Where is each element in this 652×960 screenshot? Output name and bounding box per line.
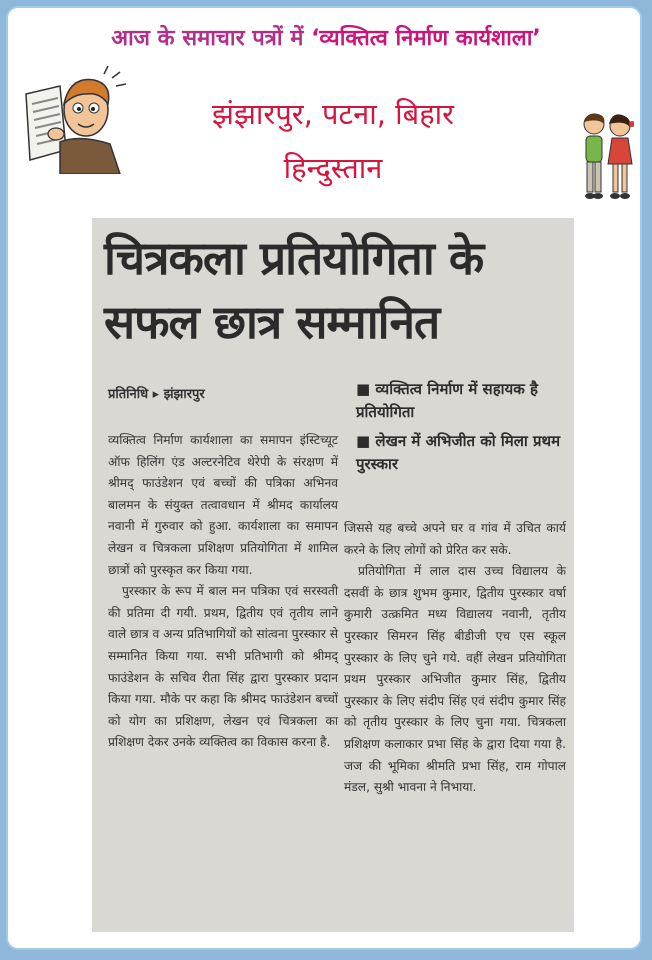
page-frame [6, 6, 642, 950]
location-title: झंझारपुर, पटना, बिहार [212, 97, 454, 131]
newspaper-reader-icon [20, 64, 130, 174]
children-icon [580, 110, 634, 206]
column-2-paragraph-1: जिससे यह बच्चे अपने घर व गांव में उचित कार्य करने के लिए लोगों को प्रेरित कर सके. [344, 521, 566, 557]
header-title [8, 22, 644, 52]
highlight-2: ■ लेखन में अभिजीत को मिला प्रथम पुरस्कार [356, 432, 561, 473]
highlight-1: ■ व्यक्तित्व निर्माण में सहायक है प्रतियोगिता [356, 380, 538, 421]
header-quoted-title: ‘व्यक्तित्व निर्माण कार्यशाला’ [311, 26, 541, 51]
newspaper-name: हिन्दुस्तान [283, 151, 383, 185]
article-column-1 [108, 430, 338, 754]
article-highlights [356, 378, 566, 482]
headline-line-2: सफल छात्र सम्मानित [104, 295, 440, 349]
column-1-paragraph-2: पुरस्कार के रूप में बाल मन पत्रिका एवं सरस्वती की प्रतिमा दी गयी. प्रथम, द्वितीय एवं तृतीय लाने वाले छात्र व अन्य प्रतिभागियों को सांत्वना पुरस्कार से सम्मानित किया गया. सभी प्रतिभागी को श्रीमद् फाउंडेशन के सचिव रीता सिंह द्वारा पुरस्कार प्रदान किया गया. मौके पर कहा कि श्रीमद फाउंडेशन बच्चों को योग का प्रशिक्षण, लेखन एवं चित्रकला का प्रशिक्षण देकर उनके व्यक्तित्व का विकास करना है. [108, 584, 338, 750]
headline-line-1: चित्रकला प्रतियोगिता के [104, 231, 484, 285]
column-1-paragraph-1: व्यक्तित्व निर्माण कार्यशाला का समापन इंस्टिच्यूट ऑफ हिलिंग एंड अल्टरनेटिव थेरेपी के संरक्षण में श्रीमद् फाउंडेशन एवं बच्चों की पत्रिका अभिनव बालमन के संयुक्त तत्वावधान में श्रीमद कार्यालय नवानी में गुरुवार को हुआ. कार्यशाला का समापन लेखन व चित्रकला प्रशिक्षण प्रतियोगिता में शामिल छात्रों को पुरस्कृत कर किया गया. [108, 433, 338, 577]
header-prefix: आज के समाचार पत्रों में [111, 26, 312, 51]
column-2-paragraph-2: प्रतियोगिता में लाल दास उच्च विद्यालय के दसवीं के छात्र शुभम कुमार, द्वितीय पुरस्कार वर्षा कुमारी उत्क्रमित मध्य विद्यालय नवानी, तृतीय पुरस्कार सिमरन सिंह बीडीजी एच एस स्कूल पुरस्कार के लिए चुने गये. वहीं लेखन प्रतियोगिता प्रथम पुरस्कार अभिजीत कुमार सिंह, द्वितीय पुरस्कार के लिए संदीप सिंह एवं संदीप कुमार सिंह को तृतीय पुरस्कार के लिए चुना गया. चित्रकला प्रशिक्षण कलाकार प्रभा सिंह के द्वारा दिया गया है. जज की भूमिका श्रीमति प्रभा सिंह, राम गोपाल मंडल, सुश्री भावना ने निभाया. [344, 564, 566, 795]
article-column-2 [344, 518, 566, 799]
newspaper-clipping [92, 218, 574, 932]
article-headline [104, 226, 564, 354]
article-byline: प्रतिनिधि ▸ झंझारपुर [108, 387, 205, 402]
